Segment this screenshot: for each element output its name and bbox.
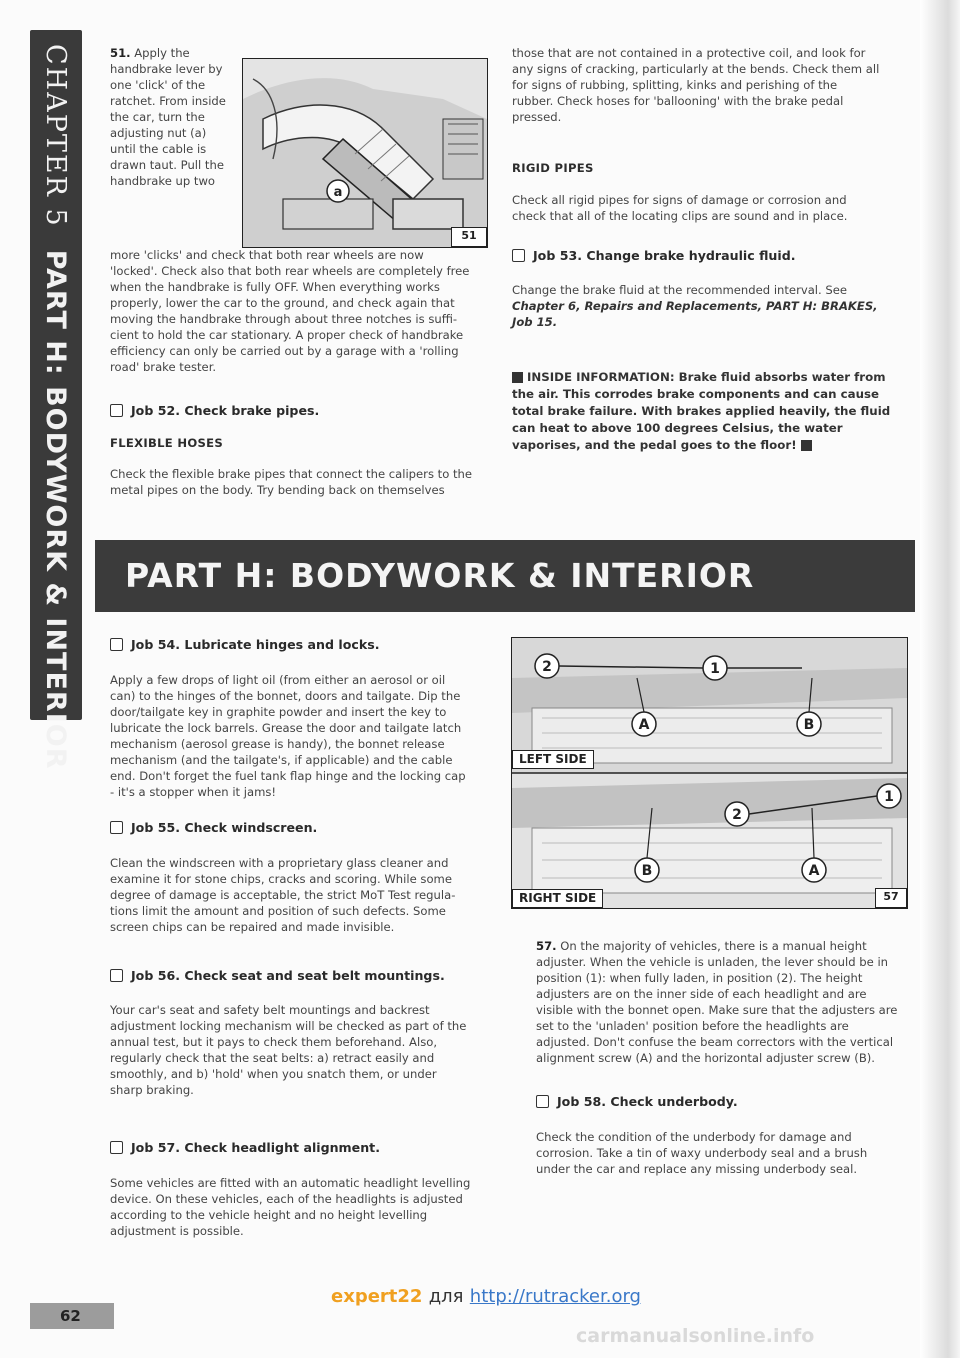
text-line: Check all rigid pipes for signs of damage or corrosion and — [512, 193, 847, 207]
checkbox-icon[interactable] — [110, 1141, 123, 1154]
headlight-adjuster-illustration — [512, 638, 907, 908]
text-line: the car, turn the — [110, 110, 205, 124]
footer-credit — [331, 1286, 641, 1307]
text-line: end. Don't forget the fuel tank flap hinge and the locking cap — [110, 769, 466, 783]
text-line: vaporises, and the pedal goes to the floor! — [512, 438, 797, 452]
text-line: adjustment is possible. — [110, 1224, 244, 1238]
text-line: under the car and replace any missing underbody seal. — [536, 1162, 858, 1176]
job51-narrow-text — [110, 45, 235, 189]
section-banner-title: PART H: BODYWORK & INTERIOR — [125, 556, 755, 595]
job53-heading — [512, 248, 796, 263]
job54-heading — [110, 637, 380, 652]
text-line: drawn taut. Pull the — [110, 158, 224, 172]
text-line: lubricate the lock barrels. Grease the door and tailgate latch — [110, 721, 462, 735]
text-line: - it's a stopper when it jams! — [110, 785, 277, 799]
callout-1: 1 — [710, 661, 720, 677]
job51-wide-text — [110, 247, 502, 375]
section-banner — [95, 540, 915, 612]
text-line: when the handbrake is fully OFF. When everything works — [110, 280, 440, 294]
text-line: moving the handbrake through about three notches is suffi- — [110, 312, 458, 326]
checkbox-icon[interactable] — [110, 821, 123, 834]
job57-title: Job 57. Check headlight alignment. — [131, 1140, 380, 1155]
text-line: position (1): when fully laden, in position (2). The height — [536, 971, 863, 985]
text-line: Your car's seat and safety belt mountings and backrest — [110, 1003, 430, 1017]
side-chapter-label: CHAPTER 5 — [40, 44, 72, 228]
text-line: more 'clicks' and check that both rear wheels are now — [110, 248, 424, 262]
chapter-reference: Job 15. — [512, 315, 558, 329]
text-line: adjusters are on the inner side of each headlight and are — [536, 987, 867, 1001]
info-icon — [801, 440, 812, 451]
checkbox-icon[interactable] — [110, 404, 123, 417]
callout-a: A — [808, 863, 820, 879]
info-icon — [512, 372, 523, 383]
rigid-pipes-subhead: RIGID PIPES — [512, 161, 594, 175]
figure-57-headlights — [511, 637, 908, 909]
flexible-hoses-subhead: FLEXIBLE HOSES — [110, 436, 224, 450]
text-line: pressed. — [512, 110, 562, 124]
page-edge-shade — [920, 0, 960, 1358]
figure-51-handbrake — [242, 58, 488, 248]
text-line: total brake failure. With brakes applied heavily, the fluid — [512, 404, 891, 418]
side-part-label: PART H: BODYWORK & INTERIOR — [40, 249, 72, 770]
text-line: Check the condition of the underbody for damage and — [536, 1130, 852, 1144]
page-number-box — [30, 1303, 114, 1329]
text-line: tions limit the amount and position of such defects. Some — [110, 904, 446, 918]
callout-b: B — [641, 863, 653, 879]
text-line: adjustment locking mechanism will be checked as part of the — [110, 1019, 467, 1033]
footer-credit-name: expert22 — [331, 1286, 423, 1307]
text-line: handbrake up two — [110, 174, 216, 188]
text-line: Apply a few drops of light oil (from either an aerosol or oil — [110, 673, 446, 687]
callout-a: A — [638, 717, 650, 733]
callout-a: a — [333, 185, 343, 200]
callout-1: 1 — [884, 789, 894, 805]
text-line: check that all of the locating clips are sound and in place. — [512, 209, 848, 223]
text-line: examine it for stone chips, cracks and scoring. While some — [110, 872, 452, 886]
checkbox-icon[interactable] — [512, 249, 525, 262]
text-line: Check the flexible brake pipes that connect the calipers to the — [110, 467, 473, 481]
handbrake-illustration — [243, 59, 487, 247]
job56-heading — [110, 968, 445, 983]
text-line: mechanism (and the tailgate's, if applicable) and the cable — [110, 753, 453, 767]
text-line: handbrake lever by — [110, 62, 223, 76]
text-line: Some vehicles are fitted with an automatic headlight levelling — [110, 1176, 471, 1190]
text-line: any signs of cracking, particularly at the bends. Check them all — [512, 62, 880, 76]
text-line: device. On these vehicles, each of the headlights is adjusted — [110, 1192, 463, 1206]
text-line: mechanism (aerosol grease is handy), the bonnet release — [110, 737, 445, 751]
text-line: until the cable is — [110, 142, 207, 156]
callout-2: 2 — [542, 659, 552, 675]
text-line: regularly check that the seat belts: a) retract easily and — [110, 1051, 435, 1065]
callout-b: B — [803, 717, 815, 733]
callout-2: 2 — [732, 807, 742, 823]
text-line: adjusting nut (a) — [110, 126, 207, 140]
job56-title: Job 56. Check seat and seat belt mountings. — [131, 968, 445, 983]
checkbox-icon[interactable] — [110, 969, 123, 982]
text-line: rubber. Check hoses for 'ballooning' with the brake pedal — [512, 94, 844, 108]
text-line: one 'click' of the — [110, 78, 206, 92]
text-line: can) to the hinges of the bonnet, doors and tailgate. Dip the — [110, 689, 461, 703]
job53-title: Job 53. Change brake hydraulic fluid. — [533, 248, 796, 263]
text-line: smoothly, and b) 'hold' when you snatch them, or under — [110, 1067, 437, 1081]
text-line: alignment screw (A) and the horizontal adjuster screw (B). — [536, 1051, 875, 1065]
checkbox-icon[interactable] — [110, 638, 123, 651]
text-line: door/tailgate key in graphite powder and insert the key to — [110, 705, 447, 719]
job57-text — [110, 1175, 505, 1239]
job58-heading — [536, 1094, 738, 1109]
text-line: adjuster. When the vehicle is unladen, the lever should be in — [536, 955, 889, 969]
text-line: INSIDE INFORMATION: Brake fluid absorbs water from — [527, 370, 886, 384]
job52-heading — [110, 403, 319, 418]
text-line: annual test, but it pays to check them beforehand. Also, — [110, 1035, 438, 1049]
job55-heading — [110, 820, 317, 835]
text-line: metal pipes on the body. Try bending back on themselves — [110, 483, 445, 497]
figure-number-badge: 51 — [451, 227, 487, 247]
right-side-label: RIGHT SIDE — [512, 889, 603, 908]
chapter-side-tab — [30, 30, 82, 770]
text-line: corrosion. Take a tin of waxy underbody seal and a brush — [536, 1146, 868, 1160]
page-number: 62 — [60, 1307, 81, 1325]
job58-text — [536, 1129, 918, 1177]
text-line: the air. This corrodes brake components and can cause — [512, 387, 880, 401]
text-line: sharp braking. — [110, 1083, 194, 1097]
inside-information — [512, 369, 917, 454]
text-line: according to the vehicle height and no height levelling — [110, 1208, 428, 1222]
job51-number: 51. — [110, 46, 131, 60]
text-line: set to the 'unladen' position before the headlights are — [536, 1019, 849, 1033]
text-line: degree of damage is acceptable, the strict MoT Test regula- — [110, 888, 456, 902]
text-line: visible with the bonnet open. Make sure that the adjusters are — [536, 1003, 898, 1017]
text-line: adjusted. Don't confuse the beam correctors with the vertical — [536, 1035, 894, 1049]
text-line: road' brake tester. — [110, 360, 217, 374]
caption-number: 57. — [536, 939, 557, 953]
side-tab-text — [30, 30, 82, 770]
job52-title: Job 52. Check brake pipes. — [131, 403, 320, 418]
job53-text — [512, 282, 912, 330]
watermark: carmanualsonline.info — [576, 1325, 815, 1347]
job57-heading — [110, 1140, 380, 1155]
text-line: efficiency can only be carried out by a garage with a 'rolling — [110, 344, 459, 358]
job55-text — [110, 855, 505, 935]
text-line: On the majority of vehicles, there is a manual height — [560, 939, 867, 953]
text-line: Change the brake fluid at the recommended interval. See — [512, 283, 848, 297]
text-line: those that are not contained in a protective coil, and look for — [512, 46, 866, 60]
figure-number-badge: 57 — [875, 888, 907, 908]
figure-57-caption — [536, 938, 918, 1066]
text-line: cient to hold the car stationary. A proper check of handbrake — [110, 328, 464, 342]
checkbox-icon[interactable] — [536, 1095, 549, 1108]
job52-continued-text — [512, 45, 912, 125]
rigid-pipes-text — [512, 192, 912, 224]
text-line: properly, lower the car to the ground, and check again that — [110, 296, 455, 310]
text-line: Clean the windscreen with a proprietary glass cleaner and — [110, 856, 449, 870]
text-line: for signs of rubbing, splitting, kinks and perishing of the — [512, 78, 838, 92]
text-line: can heat to above 100 degrees Celsius, the water — [512, 421, 843, 435]
text-line: screen chips can be repaired and made invisible. — [110, 920, 395, 934]
chapter-reference: Chapter 6, Repairs and Replacements, PART H: BRAKES, — [512, 299, 878, 313]
footer-credit-word: для — [428, 1286, 464, 1307]
job54-title: Job 54. Lubricate hinges and locks. — [131, 637, 380, 652]
text-line: ratchet. From inside — [110, 94, 226, 108]
text-line: 'locked'. Check also that both rear wheels are completely free — [110, 264, 470, 278]
left-side-label: LEFT SIDE — [512, 750, 594, 769]
job58-title: Job 58. Check underbody. — [557, 1094, 738, 1109]
job54-text — [110, 672, 505, 800]
job56-text — [110, 1002, 505, 1098]
footer-link[interactable]: http://rutracker.org — [469, 1286, 641, 1307]
text-line: Apply the — [134, 46, 190, 60]
job52-text — [110, 466, 505, 498]
job55-title: Job 55. Check windscreen. — [131, 820, 318, 835]
